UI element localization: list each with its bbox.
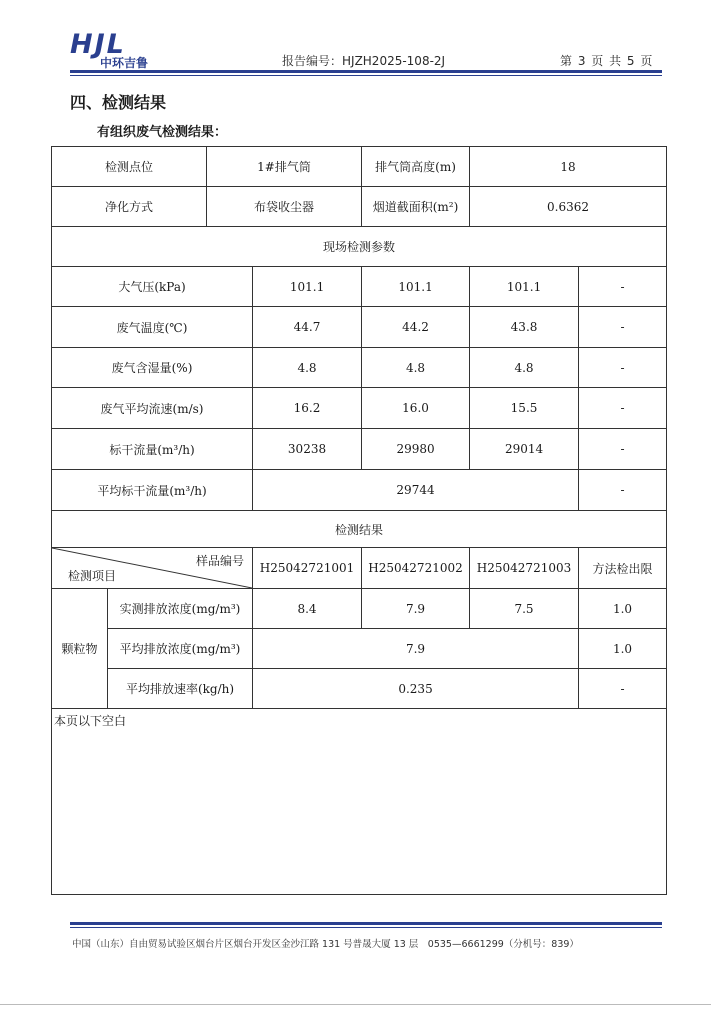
point-label: 检测点位 <box>52 147 207 187</box>
sample-id: H25042721003 <box>470 548 579 589</box>
param-value: 101.1 <box>253 267 362 307</box>
height-value: 18 <box>470 147 667 187</box>
measured-value: 7.5 <box>470 589 579 629</box>
avg-rate-label: 平均排放速率(kg/h) <box>108 669 253 709</box>
table-row <box>52 388 667 429</box>
param-value: 16.2 <box>253 388 362 429</box>
logo-name: 中环吉鲁 <box>100 56 149 70</box>
table-row <box>52 307 667 348</box>
measured-label: 实测排放浓度(mg/m³) <box>108 589 253 629</box>
field-params-title: 现场检测参数 <box>52 227 667 267</box>
param-value: 44.2 <box>362 307 470 348</box>
avg-conc-value: 7.9 <box>253 629 579 669</box>
pollutant-name: 颗粒物 <box>52 589 108 709</box>
height-label: 排气筒高度(m) <box>362 147 470 187</box>
avg-flow-label: 平均标干流量(m³/h) <box>52 470 253 511</box>
table-row <box>52 429 667 470</box>
footer-rule <box>70 922 662 925</box>
limit-label: 方法检出限 <box>579 548 667 589</box>
param-label: 大气压(kPa) <box>52 267 253 307</box>
table-row <box>52 589 667 629</box>
avg-flow-value: 29744 <box>253 470 579 511</box>
param-value: 43.8 <box>470 307 579 348</box>
param-label: 废气温度(℃) <box>52 307 253 348</box>
company-logo <box>70 30 170 72</box>
footer-address: 中国（山东）自由贸易试验区烟台片区烟台开发区金沙江路 131 号普晟大厦 13 层 0535—6661299（分机号：839） <box>72 939 579 950</box>
param-value: - <box>579 388 667 429</box>
param-value: - <box>579 348 667 388</box>
param-value: 101.1 <box>362 267 470 307</box>
table-row <box>52 629 667 669</box>
footer-rule-thin <box>70 927 662 928</box>
table-row <box>52 348 667 388</box>
blank-area <box>52 709 667 895</box>
param-value: - <box>579 267 667 307</box>
param-label: 废气平均流速(m/s) <box>52 388 253 429</box>
diagonal-header-cell <box>52 548 253 589</box>
table-row <box>52 470 667 511</box>
sample-no-label: 样品编号 <box>196 554 245 568</box>
measured-value: 7.9 <box>362 589 470 629</box>
table-row <box>52 187 667 227</box>
param-value: 4.8 <box>470 348 579 388</box>
area-value: 0.6362 <box>470 187 667 227</box>
table-row <box>52 227 667 267</box>
param-label: 标干流量(m³/h) <box>52 429 253 470</box>
method-label: 净化方式 <box>52 187 207 227</box>
table-row <box>52 147 667 187</box>
sub-title: 有组织废气检测结果： <box>97 125 228 140</box>
measured-value: 8.4 <box>253 589 362 629</box>
avg-rate-value: 0.235 <box>253 669 579 709</box>
param-value: 16.0 <box>362 388 470 429</box>
param-value: - <box>579 429 667 470</box>
area-label: 烟道截面积(m²) <box>362 187 470 227</box>
method-value: 布袋收尘器 <box>207 187 362 227</box>
blank-note: 本页以下空白 <box>54 714 127 728</box>
table-row <box>52 267 667 307</box>
point-value: 1#排气筒 <box>207 147 362 187</box>
param-value: 15.5 <box>470 388 579 429</box>
table-row <box>52 548 667 589</box>
measured-limit: 1.0 <box>579 589 667 629</box>
param-value: 29980 <box>362 429 470 470</box>
param-value: 29014 <box>470 429 579 470</box>
avg-conc-limit: 1.0 <box>579 629 667 669</box>
page-number: 第 3 页 共 5 页 <box>560 54 654 68</box>
param-label: 废气含湿量(%) <box>52 348 253 388</box>
section-title: 四、检测结果 <box>70 93 167 112</box>
header-rule <box>70 70 662 73</box>
results-table <box>51 146 667 895</box>
param-value: 30238 <box>253 429 362 470</box>
sample-id: H25042721002 <box>362 548 470 589</box>
avg-conc-label: 平均排放浓度(mg/m³) <box>108 629 253 669</box>
param-value: 4.8 <box>362 348 470 388</box>
report-number: 报告编号：HJZH2025-108-2J <box>282 54 446 68</box>
param-value: - <box>579 307 667 348</box>
table-row <box>52 709 667 895</box>
avg-flow-extra: - <box>579 470 667 511</box>
item-label: 检测项目 <box>68 569 117 583</box>
param-value: 44.7 <box>253 307 362 348</box>
param-value: 4.8 <box>253 348 362 388</box>
avg-rate-limit: - <box>579 669 667 709</box>
header-rule-thin <box>70 75 662 76</box>
table-row <box>52 511 667 548</box>
results-title: 检测结果 <box>52 511 667 548</box>
param-value: 101.1 <box>470 267 579 307</box>
sample-id: H25042721001 <box>253 548 362 589</box>
logo-mark: HJL <box>70 29 126 60</box>
page-edge <box>0 1004 711 1005</box>
table-row <box>52 669 667 709</box>
